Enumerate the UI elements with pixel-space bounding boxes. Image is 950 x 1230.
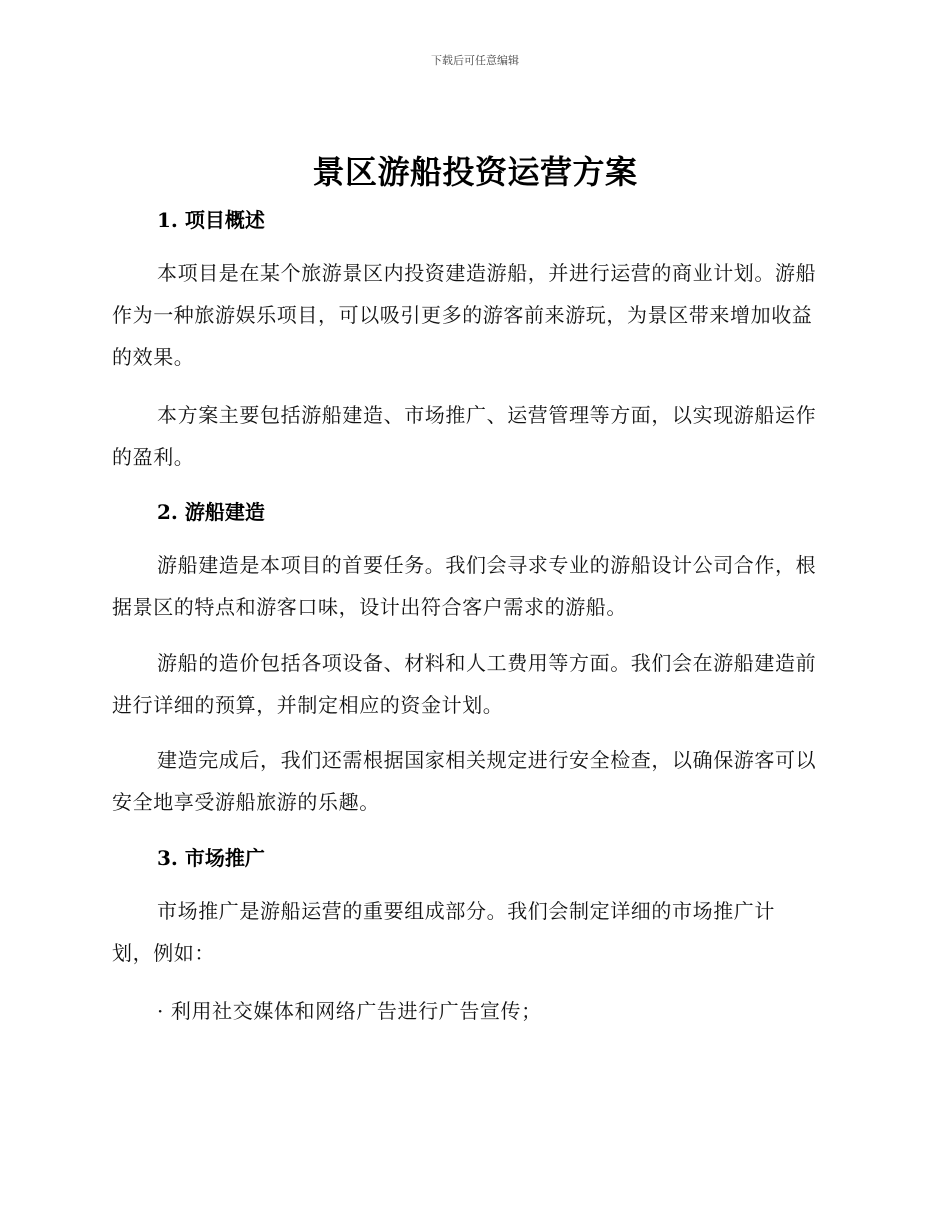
paragraph-construction-3: 建造完成后，我们还需根据国家相关规定进行安全检查，以确保游客可以安全地享受游船旅游的乐趣。 — [112, 748, 817, 814]
paragraph-marketing-1: 市场推广是游船运营的重要组成部分。我们会制定详细的市场推广计划，例如： — [112, 899, 775, 965]
paragraph-overview-1: 本项目是在某个旅游景区内投资建造游船，并进行运营的商业计划。游船作为一种旅游娱乐项目，可以吸引更多的游客前来游玩，为景区带来增加收益的效果。 — [112, 261, 817, 369]
paragraph-overview-2: 本方案主要包括游船建造、市场推广、运营管理等方面，以实现游船运作的盈利。 — [112, 403, 817, 469]
paragraph-construction-2: 游船的造价包括各项设备、材料和人工费用等方面。我们会在游船建造前进行详细的预算，并制定相应的资金计划。 — [112, 651, 817, 717]
paragraph-construction-1: 游船建造是本项目的首要任务。我们会寻求专业的游船设计公司合作，根据景区的特点和游客口味，设计出符合客户需求的游船。 — [112, 553, 817, 619]
document-title: 景区游船投资运营方案 — [312, 153, 638, 191]
section-heading-construction: 2. 游船建造 — [157, 500, 265, 524]
section-heading-overview: 1. 项目概述 — [157, 208, 265, 232]
page-header-note: 下载后可任意编辑 — [431, 54, 519, 67]
section-heading-marketing: 3. 市场推广 — [157, 846, 265, 870]
list-item-marketing-1: · 利用社交媒体和网络广告进行广告宣传； — [157, 999, 542, 1023]
